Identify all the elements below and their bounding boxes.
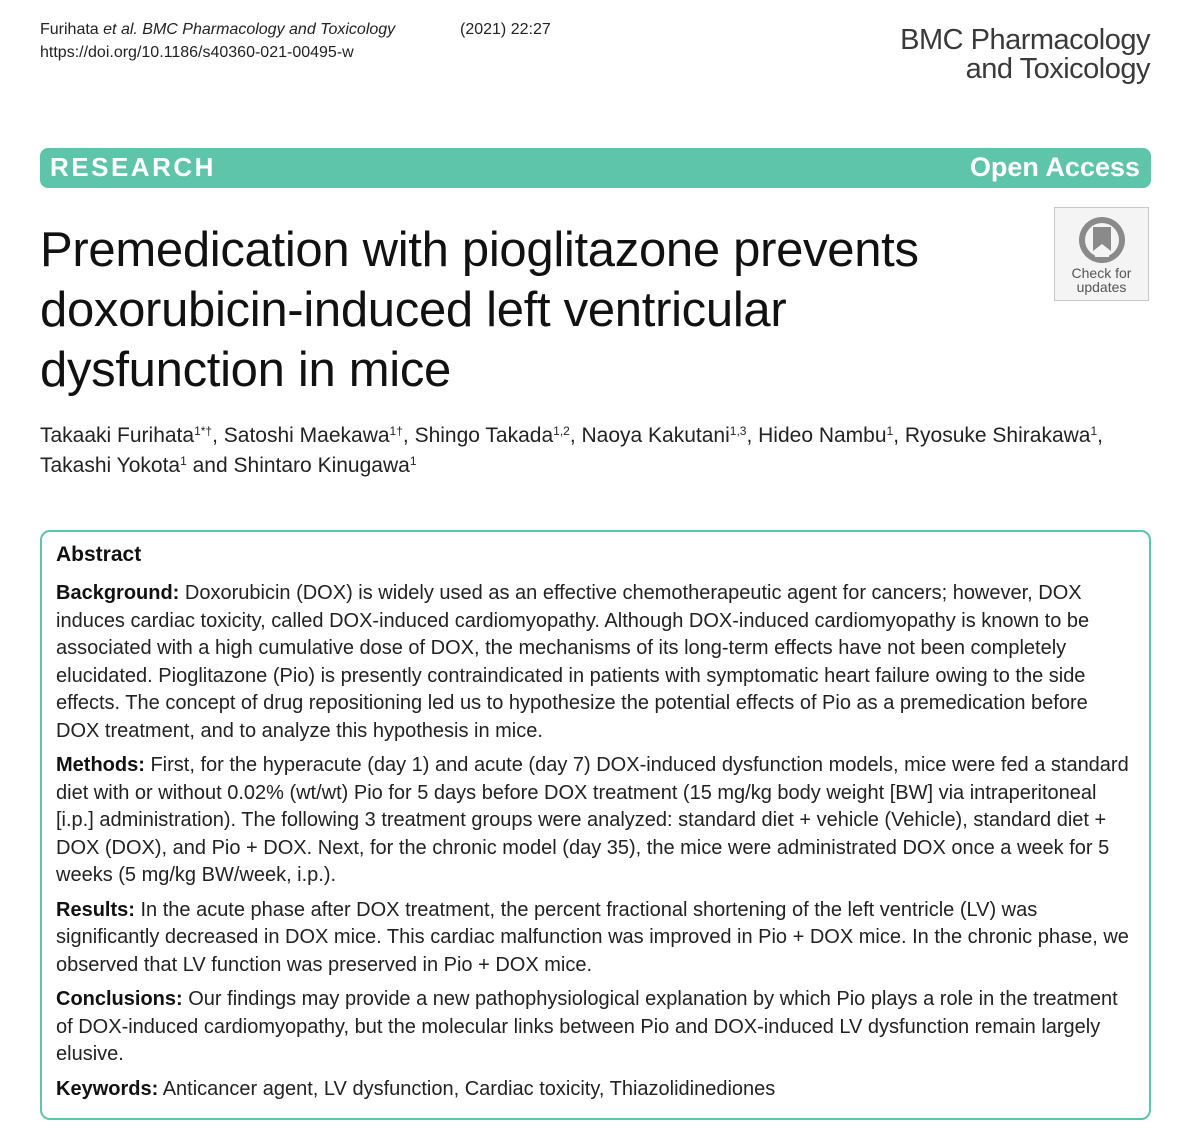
journal-name-line2: and Toxicology [965, 53, 1150, 85]
author-affiliation: 1 [409, 454, 417, 468]
section-text: Doxorubicin (DOX) is widely used as an effective chemotherapeutic agent for cancers; however, DOX induces cardiac toxicity, called DOX-induced cardiomyopathy. Although DOX-induced cardiomyopathy is known to be associated with a high cumulative dose of DOX, the mechanisms of its long-term effects have not been completely elucidated. Pioglitazone (Pio) is presently contraindicated in patients with symptomatic heart failure owing to the side effects. The concept of drug repositioning led us to hypothesize the potential effects of Pio as a premedication before DOX treatment, and to analyze this hypothesis in mice. [56, 582, 1090, 742]
abstract-keywords [56, 1076, 1135, 1104]
badge-line2: updates [1076, 279, 1127, 295]
citation-journal: BMC Pharmacology and Toxicology [142, 21, 396, 38]
article-type-label: RESEARCH [50, 152, 216, 182]
author-affiliation: 1 [180, 454, 187, 468]
author-name[interactable]: Takaaki Furihata [40, 424, 195, 447]
bookmark-icon [1076, 214, 1128, 266]
citation-year: (2021) 22:27 [460, 21, 551, 38]
author-name[interactable]: Satoshi Maekawa [223, 424, 390, 447]
citation-authors: Furihata [40, 21, 99, 38]
author-affiliation: 1*† [194, 424, 213, 438]
citation-header [40, 18, 551, 64]
author-name[interactable]: Shingo Takada [414, 424, 554, 447]
author-name[interactable]: Shintaro Kinugawa [233, 454, 410, 477]
author-name[interactable]: Naoya Kakutani [581, 424, 730, 447]
section-text: Our findings may provide a new pathophysiological explanation by which Pio plays a role in the treatment of DOX-induced cardiomyopathy, but the molecular links between Pio and DOX-induced LV dysfunction remain largely elusive. [56, 988, 1118, 1065]
author-name[interactable]: Takashi Yokota [40, 454, 181, 477]
abstract-heading: Abstract [56, 543, 142, 566]
author-affiliation: 1 [886, 424, 894, 438]
badge-line1: Check for [1071, 265, 1132, 281]
journal-name [900, 26, 1150, 84]
abstract-conclusions [56, 986, 1135, 1069]
author-affiliation: 1,2 [553, 424, 570, 438]
author-affiliation: 1 [1090, 424, 1098, 438]
author-list: Takaaki Furihata$^{1*\dagger}$, Satoshi Maekawa$^{1\dagger}$, Shingo Takada$^{1,2}$, Naoya Kakutani$^{1,3}$, Hideo Nambu$^1$, Ryosuke Shirakawa$^1$, Takashi Yokota$^1$ and Shintaro Kinugawa$^1$ [40, 424, 1104, 477]
section-text: First, for the hyperacute (day 1) and acute (day 7) DOX-induced dysfunction models, mice were fed a standard diet with or without 0.02% (wt/wt) Pio for 5 days before DOX treatment (15 mg/kg body weight [BW] via intraperitoneal [i.p.] administration). The following 3 treatment groups were analyzed: standard diet + vehicle (Vehicle), standard diet + DOX (DOX), and Pio + DOX. Next, for the chronic model (day 35), the mice were administrated DOX once a week for 5 weeks (5 mg/kg BW/week, i.p.). [56, 754, 1129, 886]
abstract-results [56, 897, 1135, 980]
open-access-label: Open Access [969, 152, 1140, 182]
section-label: Results: [56, 898, 135, 921]
section-label: Background: [56, 582, 180, 604]
article-type-banner [40, 148, 1151, 188]
author-affiliation: 1† [389, 424, 403, 438]
section-label: Methods: [56, 754, 145, 776]
article-title: Premedication with pioglitazone prevents doxorubicin-induced left ventricular dysfunction in mice [40, 223, 919, 397]
doi-link[interactable]: https://doi.org/10.1186/s40360-021-00495-w [40, 44, 354, 61]
citation-line [40, 18, 551, 41]
section-text: Anticancer agent, LV dysfunction, Cardiac toxicity, Thiazolidinediones [162, 1077, 776, 1100]
citation-etal: et al. [103, 21, 138, 38]
author-affiliation: 1,3 [729, 424, 747, 438]
abstract-methods [56, 752, 1135, 890]
section-label: Conclusions: [56, 988, 183, 1010]
author-name[interactable]: Ryosuke Shirakawa [904, 424, 1091, 447]
abstract-box [40, 530, 1151, 1120]
section-label: Keywords: [56, 1077, 159, 1100]
abstract-background [56, 580, 1135, 745]
journal-name-line1: BMC Pharmacology [900, 24, 1150, 56]
author-name[interactable]: Hideo Nambu [758, 424, 887, 447]
section-text: In the acute phase after DOX treatment, the percent fractional shortening of the left ventricle (LV) was significantly decreased in DOX mice. This cardiac malfunction was improved in Pio + DOX mice. In the chronic phase, we observed that LV function was preserved in Pio + DOX mice. [56, 898, 1129, 976]
check-for-updates-badge[interactable] [1054, 207, 1149, 301]
